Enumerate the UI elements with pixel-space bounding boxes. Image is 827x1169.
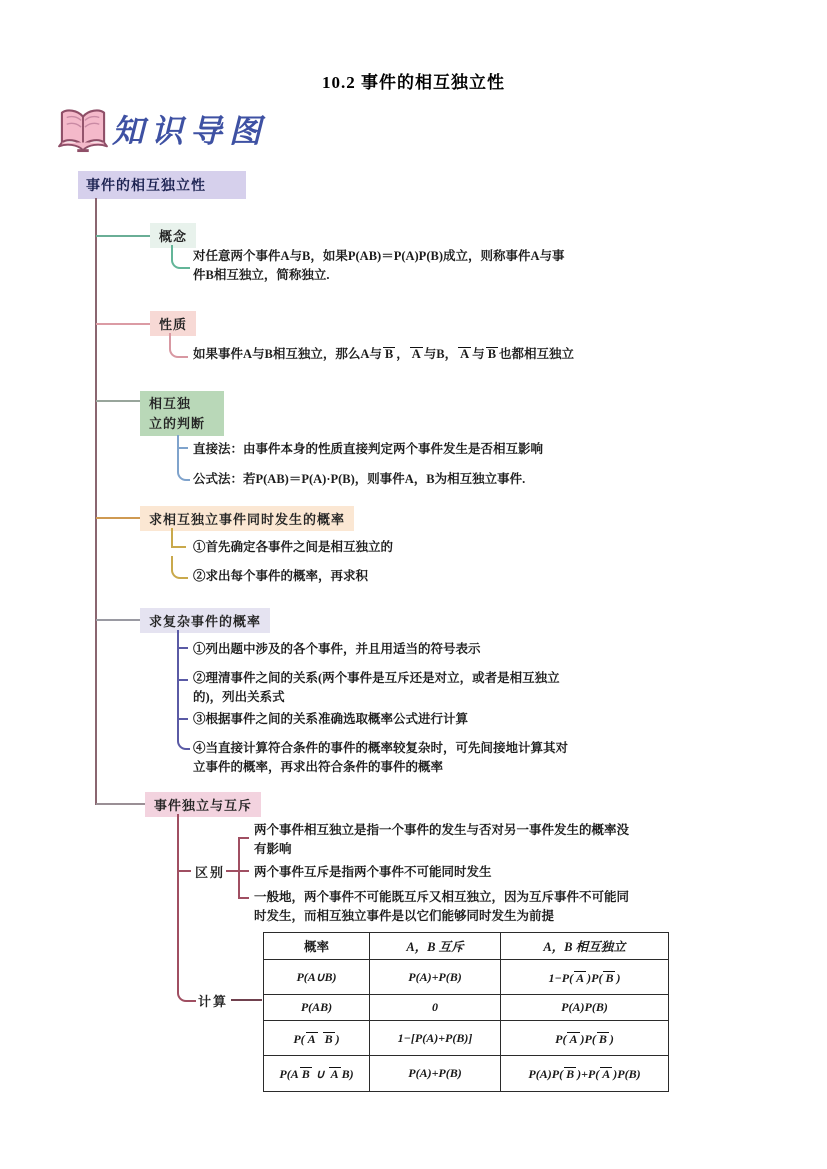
property-content: 如果事件A与B相互独立，那么A与 B ， A 与B， A 与 B 也都相互独立 [193, 347, 575, 361]
table-cell: P(AB) [264, 995, 370, 1021]
table-header-cell: 概率 [264, 933, 370, 960]
knowledge-map-label: 知识导图 [112, 113, 269, 149]
connector-simultaneous [96, 517, 140, 519]
table-cell: 1−[P(A)+P(B)] [370, 1021, 501, 1056]
branch-box-judgement [140, 391, 224, 436]
judgement-item: 直接法：由事件本身的性质直接判定两个事件发生是否相互影响 [193, 442, 544, 456]
table-cell: P(A)+P(B) [370, 1056, 501, 1092]
connector [177, 458, 190, 481]
difference-item: 两个事件相互独立是指一个事件的发生与否对另一事件发生的概率没有影响 [254, 823, 630, 857]
branch-box-complex: 求复杂事件的概率 [140, 608, 270, 633]
connector [171, 528, 173, 548]
connector [177, 870, 191, 872]
connector-judgement [96, 400, 140, 402]
table-header-cell: A，B 互斥 [370, 933, 501, 960]
table-cell: P( A B ) [264, 1021, 370, 1056]
connector-concept [96, 235, 150, 237]
complex-item: ①列出题中涉及的各个事件，并且用适当的符号表示 [193, 642, 481, 656]
difference-item: 一般地，两个事件不可能既互斥又相互独立，因为互斥事件不可能同时发生，而相互独立事件是以它们能够同时发生为前提 [254, 890, 630, 924]
concept-content: 对任意两个事件A与B，如果P(AB)＝P(A)P(B)成立，则称事件A与事件B相互独立，简称独立. [193, 249, 565, 283]
root-node: 事件的相互独立性 [78, 171, 246, 199]
connector-indep-exclusive [96, 803, 145, 805]
table-cell: 1−P( A )P( B ) [501, 960, 669, 995]
table-cell: P(A∪B) [264, 960, 370, 995]
table-cell: P(A)+P(B) [370, 960, 501, 995]
complex-item: ④当直接计算符合条件的事件的概率较复杂时，可先间接地计算其对立事件的概率，再求出符合条件的事件的概率 [193, 741, 569, 775]
connector [238, 897, 249, 899]
connector [177, 447, 188, 449]
connector [177, 814, 179, 979]
simultaneous-item: ①首先确定各事件之间是相互独立的 [193, 540, 394, 554]
table-cell: P(A)P( B )+P( A )P(B) [501, 1056, 669, 1092]
trunk-line [95, 198, 97, 805]
simultaneous-item: ②求出每个事件的概率，再求积 [193, 569, 369, 583]
connector [238, 837, 249, 839]
page-title: 10.2 事件的相互独立性 [322, 73, 505, 92]
connector [231, 999, 262, 1001]
complex-item: ③根据事件之间的关系准确选取概率公式进行计算 [193, 712, 469, 726]
judgement-label-line2: 立的判断 [149, 415, 206, 431]
branch-box-concept: 概念 [150, 223, 196, 248]
branch-box-simultaneous: 求相互独立事件同时发生的概率 [140, 506, 354, 531]
difference-item: 两个事件互斥是指两个事件不可能同时发生 [254, 865, 492, 879]
table-header-cell: A，B 相互独立 [501, 933, 669, 960]
connector [238, 837, 240, 899]
connector [169, 333, 188, 358]
complex-item: ②理清事件之间的关系(两个事件是互斥还是对立，或者是相互独立的)，列出关系式 [193, 671, 560, 705]
calculation-label: 计算 [198, 994, 229, 1009]
judgement-label-line1: 相互独 [149, 396, 192, 411]
table-cell: P(A)P(B) [501, 995, 669, 1021]
probability-table [263, 932, 669, 1092]
connector [177, 647, 188, 649]
connector [177, 718, 188, 720]
table-cell: 0 [370, 995, 501, 1021]
connector-complex [96, 619, 140, 621]
connector [238, 870, 249, 872]
connector [171, 245, 190, 269]
connector [177, 960, 196, 1002]
connector [177, 679, 188, 681]
book-icon [58, 107, 108, 153]
connector [177, 728, 190, 750]
table-cell: P( A )P( B ) [501, 1021, 669, 1056]
connector [171, 556, 188, 579]
connector-property [96, 323, 150, 325]
connector [171, 546, 186, 548]
connector [226, 870, 238, 872]
branch-box-property: 性质 [150, 311, 196, 336]
branch-box-indep-exclusive: 事件独立与互斥 [145, 792, 261, 817]
judgement-item: 公式法：若P(AB)＝P(A)·P(B)，则事件A，B为相互独立事件. [193, 472, 526, 486]
table-cell: P(A B ∪ A B) [264, 1056, 370, 1092]
difference-label: 区别 [195, 865, 226, 880]
